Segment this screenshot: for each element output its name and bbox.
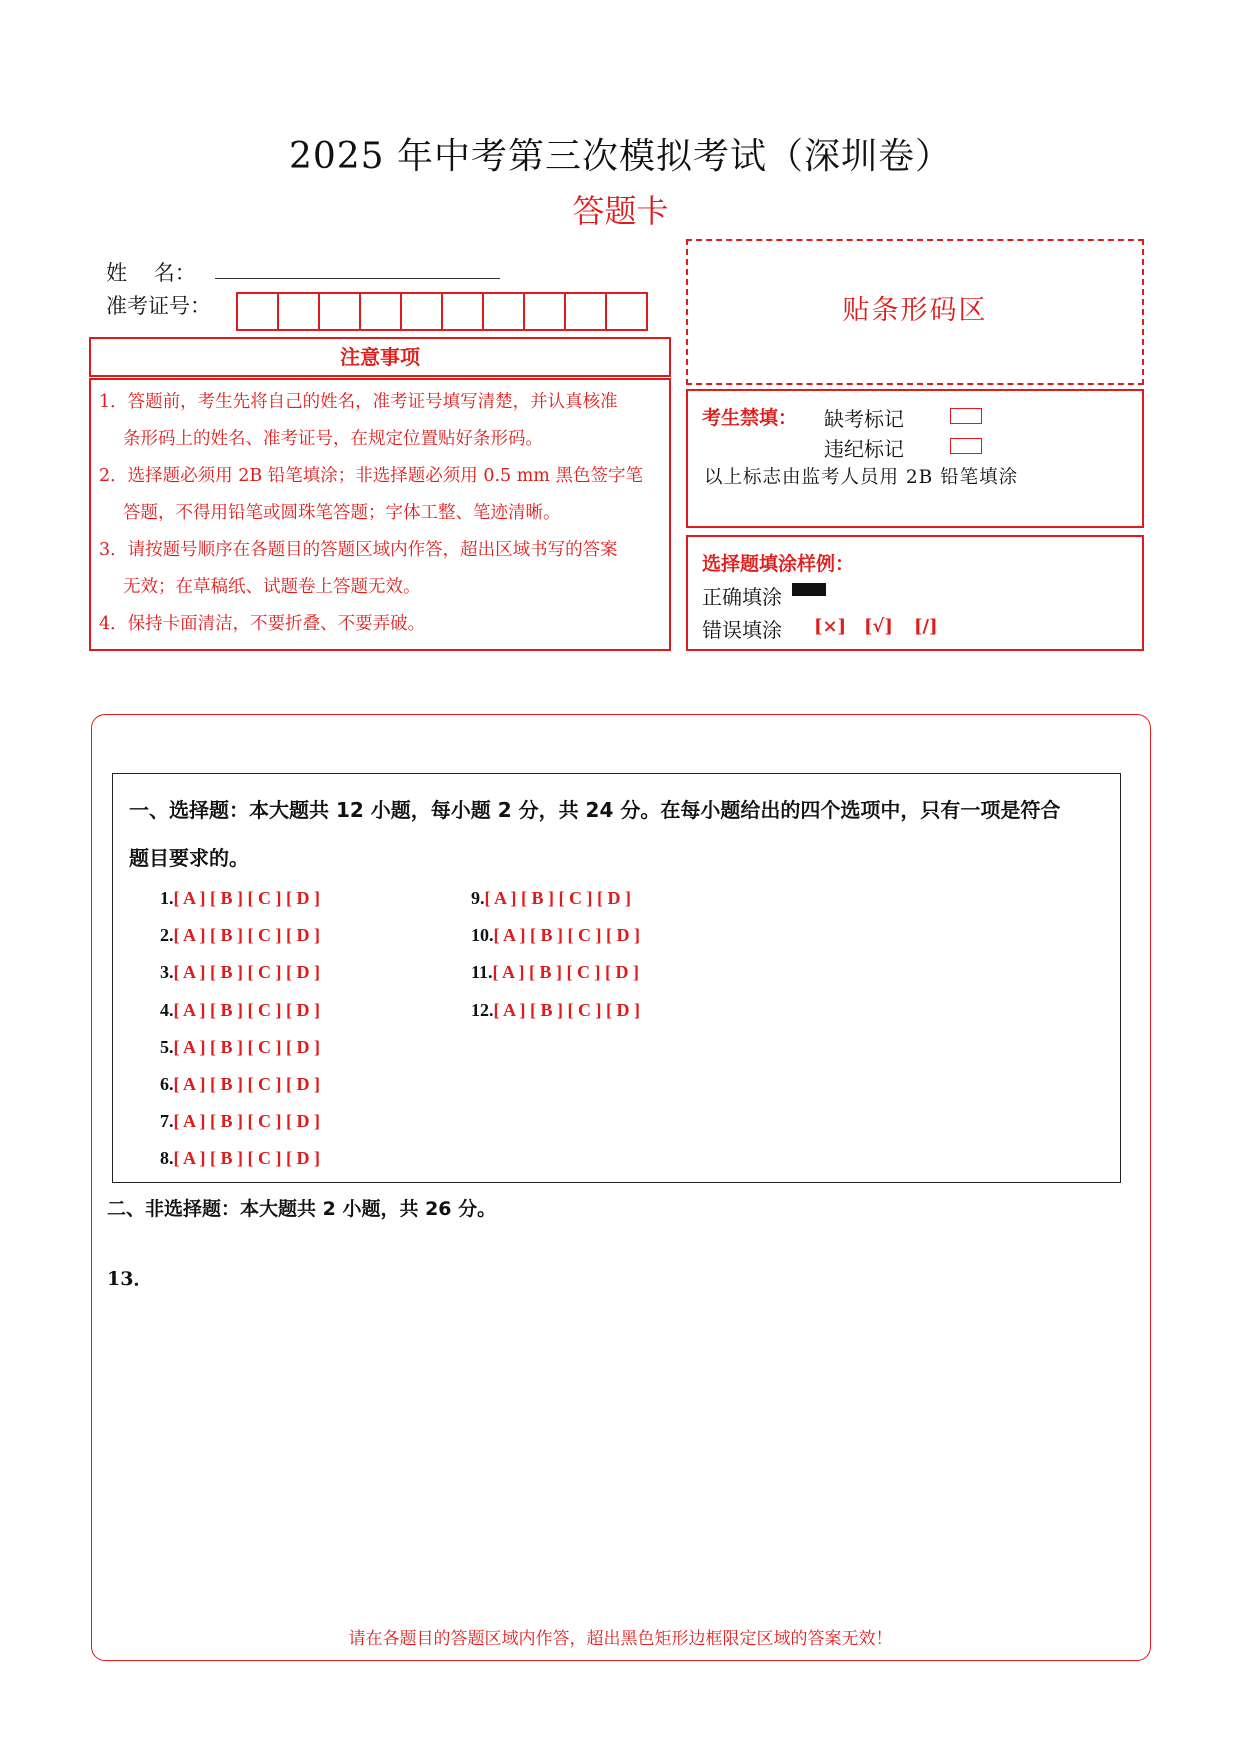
proctor-note: 以上标志由监考人员用 2B 铅笔填涂 bbox=[704, 467, 1019, 488]
correct-label: 正确填涂 bbox=[702, 585, 782, 609]
page-subtitle: 答题卡 bbox=[572, 192, 669, 230]
id-digit-box[interactable] bbox=[361, 294, 402, 329]
exam-id-boxes[interactable] bbox=[236, 292, 648, 331]
question-number: 1. bbox=[160, 888, 174, 908]
question-row bbox=[471, 962, 639, 983]
wrong-mark-cross: [×] bbox=[814, 616, 847, 637]
fill-sample-box bbox=[686, 535, 1144, 651]
answer-options[interactable]: [ A ] [ B ] [ C ] [ D ] bbox=[173, 925, 320, 945]
violation-label: 违纪标记 bbox=[824, 437, 904, 461]
wrong-label: 错误填涂 bbox=[702, 618, 782, 642]
question-row bbox=[471, 1000, 640, 1021]
answer-options[interactable]: [ A ] [ B ] [ C ] [ D ] bbox=[484, 888, 631, 908]
question-number: 6. bbox=[160, 1074, 174, 1094]
question-number: 5. bbox=[160, 1037, 174, 1057]
answer-options[interactable]: [ A ] [ B ] [ C ] [ D ] bbox=[173, 888, 320, 908]
section2-heading: 二、非选择题：本大题共 2 小题，共 26 分。 bbox=[107, 1198, 497, 1220]
answer-options[interactable]: [ A ] [ B ] [ C ] [ D ] bbox=[173, 1148, 320, 1168]
question-row bbox=[160, 1111, 320, 1132]
id-digit-box[interactable] bbox=[238, 294, 279, 329]
id-digit-box[interactable] bbox=[484, 294, 525, 329]
notice-line: 1．答题前，考生先将自己的姓名，准考证号填写清楚，并认真核准 bbox=[99, 392, 618, 412]
question-row bbox=[160, 1148, 320, 1169]
question-number: 2. bbox=[160, 925, 174, 945]
notice-line: 2．选择题必须用 2B 铅笔填涂；非选择题必须用 0.5 mm 黑色签字笔 bbox=[99, 466, 643, 486]
page-title: 2025 年中考第三次模拟考试（深圳卷） bbox=[288, 136, 953, 177]
question-row bbox=[160, 925, 320, 946]
absent-label: 缺考标记 bbox=[824, 407, 904, 431]
question-number: 12. bbox=[471, 1000, 494, 1020]
section1-heading: 一、选择题：本大题共 12 小题，每小题 2 分，共 24 分。在每小题给出的四个选项中，只有一项是符合 bbox=[129, 798, 1061, 822]
notice-line: 答题，不得用铅笔或圆珠笔答题；字体工整、笔迹清晰。 bbox=[123, 503, 561, 523]
question-number: 3. bbox=[160, 962, 174, 982]
id-digit-box[interactable] bbox=[443, 294, 484, 329]
answer-options[interactable]: [ A ] [ B ] [ C ] [ D ] bbox=[173, 962, 320, 982]
question-row bbox=[160, 1037, 320, 1058]
question-number: 10. bbox=[471, 925, 494, 945]
barcode-label: 贴条形码区 bbox=[842, 295, 988, 326]
notice-line: 4．保持卡面清洁，不要折叠、不要弄破。 bbox=[99, 614, 426, 634]
proctor-heading: 考生禁填： bbox=[702, 407, 798, 429]
question-number: 11. bbox=[471, 962, 493, 982]
footer-note: 请在各题目的答题区域内作答，超出黑色矩形边框限定区域的答案无效！ bbox=[348, 1629, 893, 1649]
question-row bbox=[471, 888, 631, 909]
question-number: 9. bbox=[471, 888, 485, 908]
name-field[interactable] bbox=[215, 278, 500, 279]
question-row bbox=[160, 962, 320, 983]
answer-options[interactable]: [ A ] [ B ] [ C ] [ D ] bbox=[173, 1037, 320, 1057]
id-digit-box[interactable] bbox=[320, 294, 361, 329]
question-row bbox=[160, 888, 320, 909]
answer-options[interactable]: [ A ] [ B ] [ C ] [ D ] bbox=[493, 1000, 640, 1020]
question-number: 7. bbox=[160, 1111, 174, 1131]
answer-options[interactable]: [ A ] [ B ] [ C ] [ D ] bbox=[492, 962, 639, 982]
question-row bbox=[160, 1074, 320, 1095]
notice-line: 无效；在草稿纸、试题卷上答题无效。 bbox=[123, 577, 421, 597]
multiple-choice-box bbox=[112, 773, 1121, 1183]
wrong-mark-check: [√] bbox=[864, 616, 893, 637]
id-digit-box[interactable] bbox=[279, 294, 320, 329]
answer-options[interactable]: [ A ] [ B ] [ C ] [ D ] bbox=[173, 1074, 320, 1094]
answer-options[interactable]: [ A ] [ B ] [ C ] [ D ] bbox=[173, 1000, 320, 1020]
id-label: 准考证号： bbox=[106, 294, 211, 318]
question-number: 8. bbox=[160, 1148, 174, 1168]
question-number: 4. bbox=[160, 1000, 174, 1020]
answer-options[interactable]: [ A ] [ B ] [ C ] [ D ] bbox=[493, 925, 640, 945]
question-row bbox=[160, 1000, 320, 1021]
notice-box bbox=[89, 378, 671, 651]
section1-heading-cont: 题目要求的。 bbox=[129, 846, 249, 870]
question-13-label: 13． bbox=[107, 1268, 153, 1290]
name-label: 姓 名： bbox=[106, 261, 196, 285]
violation-mark-box[interactable] bbox=[950, 438, 982, 454]
proctor-box bbox=[686, 389, 1144, 528]
sample-heading: 选择题填涂样例： bbox=[702, 553, 855, 575]
notice-line: 条形码上的姓名、准考证号，在规定位置贴好条形码。 bbox=[123, 429, 543, 449]
absent-mark-box[interactable] bbox=[950, 408, 982, 424]
id-digit-box[interactable] bbox=[607, 294, 646, 329]
answer-options[interactable]: [ A ] [ B ] [ C ] [ D ] bbox=[173, 1111, 320, 1131]
notice-heading: 注意事项 bbox=[89, 337, 671, 377]
notice-line: 3．请按题号顺序在各题目的答题区域内作答，超出区域书写的答案 bbox=[99, 540, 618, 560]
correct-fill-mark bbox=[792, 583, 826, 596]
id-digit-box[interactable] bbox=[566, 294, 607, 329]
question-row bbox=[471, 925, 640, 946]
id-digit-box[interactable] bbox=[525, 294, 566, 329]
question-13-answer-space[interactable] bbox=[107, 1300, 1127, 1600]
id-digit-box[interactable] bbox=[402, 294, 443, 329]
wrong-mark-slash: [/] bbox=[914, 616, 938, 637]
